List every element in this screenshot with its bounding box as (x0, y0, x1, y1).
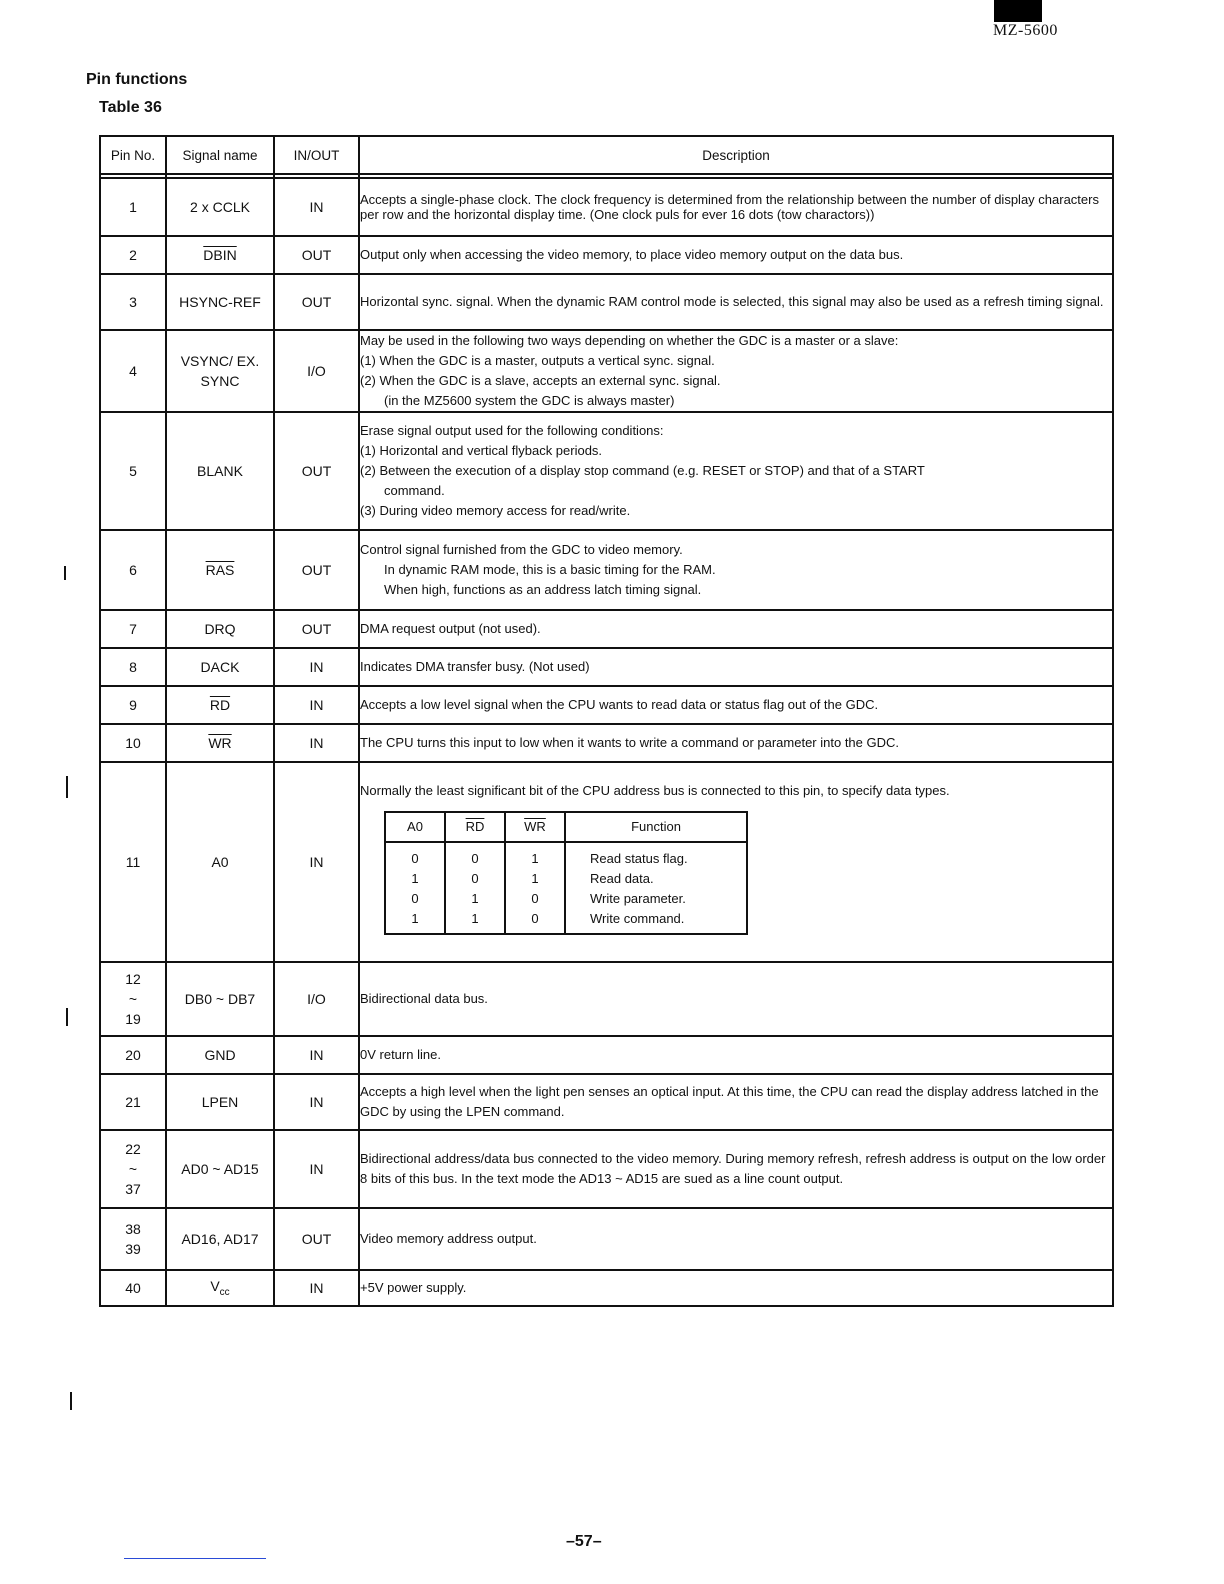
description: Control signal furnished from the GDC to video memory. In dynamic RAM mode, this is a basic timing for the RAM. When high, functions as an address latch timing signal. (359, 530, 1113, 610)
description: Accepts a single-phase clock. The clock frequency is determined from the relationship between the number of display characters per row and the horizontal display time. (One clock puls for ever 16 dots (tow charactors)) (359, 178, 1113, 236)
signal-name: 2 x CCLK (166, 178, 274, 236)
a0-function-table (384, 811, 748, 935)
signal-name: A0 (166, 762, 274, 962)
table-row (100, 1036, 1113, 1074)
pin-no: 7 (100, 610, 166, 648)
description: +5V power supply. (359, 1270, 1113, 1306)
description: The CPU turns this input to low when it wants to write a command or parameter into the GDC. (359, 724, 1113, 762)
in-out: IN (274, 724, 359, 762)
description: Video memory address output. (359, 1208, 1113, 1270)
signal-name: DBIN (166, 236, 274, 274)
in-out: I/O (274, 962, 359, 1036)
func-wr-values: 1 1 0 0 (505, 842, 565, 934)
pin-no: 21 (100, 1074, 166, 1130)
in-out: IN (274, 178, 359, 236)
signal-name: DACK (166, 648, 274, 686)
in-out: IN (274, 1036, 359, 1074)
in-out: IN (274, 1074, 359, 1130)
signal-name: $\overline{RD}$ (166, 686, 274, 724)
func-descriptions: Read status flag. Read data. Write parameter. Write command. (565, 842, 747, 934)
function-table-body (385, 842, 747, 934)
in-out: OUT (274, 610, 359, 648)
description: 0V return line. (359, 1036, 1113, 1074)
table-row (100, 1270, 1113, 1306)
description: Indicates DMA transfer busy. (Not used) (359, 648, 1113, 686)
description: Output only when accessing the video memory, to place video memory output on the data bus. (359, 236, 1113, 274)
table-row (100, 1208, 1113, 1270)
pin-no: 2 (100, 236, 166, 274)
in-out: IN (274, 1130, 359, 1208)
in-out: OUT (274, 412, 359, 530)
table-row (100, 762, 1113, 962)
pin-no: 1 (100, 178, 166, 236)
signal-name: GND (166, 1036, 274, 1074)
in-out: IN (274, 686, 359, 724)
margin-mark (64, 566, 66, 580)
table-row (100, 178, 1113, 236)
pin-no: 3 (100, 274, 166, 330)
col-header-description: Description (359, 136, 1113, 174)
table-row (100, 412, 1113, 530)
pin-no: 12 ~ 19 (100, 962, 166, 1036)
pin-no: 5 (100, 412, 166, 530)
table-title: Table 36 (99, 99, 162, 116)
pin-no: 22 ~ 37 (100, 1130, 166, 1208)
in-out: OUT (274, 274, 359, 330)
signal-name: $V_{cc}$ (166, 1270, 274, 1306)
function-table-header (385, 812, 747, 842)
signal-name: DRQ (166, 610, 274, 648)
pin-no: 4 (100, 330, 166, 412)
in-out: IN (274, 762, 359, 962)
description: Bidirectional address/data bus connected to the video memory. During memory refresh, refresh address is output on the low order 8 bits of this bus. In the text mode the AD13 ~ AD15 are sued as a line count output. (359, 1130, 1113, 1208)
func-header-a0: A0 (385, 812, 445, 842)
table-row (100, 648, 1113, 686)
table-row (100, 274, 1113, 330)
in-out: IN (274, 648, 359, 686)
table-header-row (100, 136, 1113, 174)
margin-mark (66, 1008, 68, 1026)
func-header-function: Function (565, 812, 747, 842)
pin-no: 11 (100, 762, 166, 962)
func-header-rd: $\overline{RD}$ (445, 812, 505, 842)
signal-name: HSYNC-REF (166, 274, 274, 330)
col-header-pin: Pin No. (100, 136, 166, 174)
table-row (100, 724, 1113, 762)
func-rd-values: 0 0 1 1 (445, 842, 505, 934)
pin-no: 38 39 (100, 1208, 166, 1270)
in-out: I/O (274, 330, 359, 412)
table-row (100, 330, 1113, 412)
pin-functions-table (99, 135, 1114, 1307)
table-row (100, 686, 1113, 724)
page-number: –57– (566, 1533, 602, 1550)
description: Accepts a low level signal when the CPU wants to read data or status flag out of the GDC. (359, 686, 1113, 724)
func-a0-values: 0 1 0 1 (385, 842, 445, 934)
signal-name: BLANK (166, 412, 274, 530)
description: Erase signal output used for the following conditions: (1) Horizontal and vertical flyback periods. (2) Between the execution of a display stop command (e.g. RESET or STOP) and that of a START command. (3) During video memory access for read/write. (359, 412, 1113, 530)
in-out: OUT (274, 530, 359, 610)
signal-name: VSYNC/ EX. SYNC (166, 330, 274, 412)
description: DMA request output (not used). (359, 610, 1113, 648)
signal-name: $\overline{WR}$ (166, 724, 274, 762)
description: Normally the least significant bit of the CPU address bus is connected to this pin, to specify data types. A0 $\overline{RD}$ $\overline{WR}$ Function 0 1 0 1 0 0 1 1 1 1 0 0 Read status flag. Read data. Write parameter. Write command. (359, 762, 1113, 962)
table-row (100, 1074, 1113, 1130)
in-out: IN (274, 1270, 359, 1306)
signal-name: AD0 ~ AD15 (166, 1130, 274, 1208)
col-header-signal: Signal name (166, 136, 274, 174)
pin-no: 8 (100, 648, 166, 686)
header-black-tab (994, 0, 1042, 22)
section-title: Pin functions (86, 71, 188, 88)
in-out: OUT (274, 236, 359, 274)
description: Accepts a high level when the light pen senses an optical input. At this time, the CPU can read the display address latched in the GDC by using the LPEN command. (359, 1074, 1113, 1130)
in-out: OUT (274, 1208, 359, 1270)
pin-no: 9 (100, 686, 166, 724)
signal-name: DB0 ~ DB7 (166, 962, 274, 1036)
table-row (100, 1130, 1113, 1208)
func-header-wr: $\overline{WR}$ (505, 812, 565, 842)
description: Horizontal sync. signal. When the dynamic RAM control mode is selected, this signal may also be used as a refresh timing signal. (359, 274, 1113, 330)
col-header-inout: IN/OUT (274, 136, 359, 174)
signal-name: LPEN (166, 1074, 274, 1130)
description: May be used in the following two ways depending on whether the GDC is a master or a slave: (1) When the GDC is a master, outputs a vertical sync. signal. (2) When the GDC is a slave, accepts an external sync. signal. (in the MZ5600 system the GDC is always master) (359, 330, 1113, 412)
signal-name: AD16, AD17 (166, 1208, 274, 1270)
description: Bidirectional data bus. (359, 962, 1113, 1036)
pin-no: 40 (100, 1270, 166, 1306)
model-name: MZ-5600 (993, 22, 1058, 39)
pin-no: 6 (100, 530, 166, 610)
table-row (100, 236, 1113, 274)
signal-name: $\overline{RAS}$ (166, 530, 274, 610)
table-row (100, 530, 1113, 610)
margin-mark (70, 1392, 72, 1410)
table-row (100, 610, 1113, 648)
pin-no: 10 (100, 724, 166, 762)
pin-no: 20 (100, 1036, 166, 1074)
margin-mark (66, 776, 68, 798)
table-row (100, 962, 1113, 1036)
bottom-rule (124, 1558, 266, 1559)
